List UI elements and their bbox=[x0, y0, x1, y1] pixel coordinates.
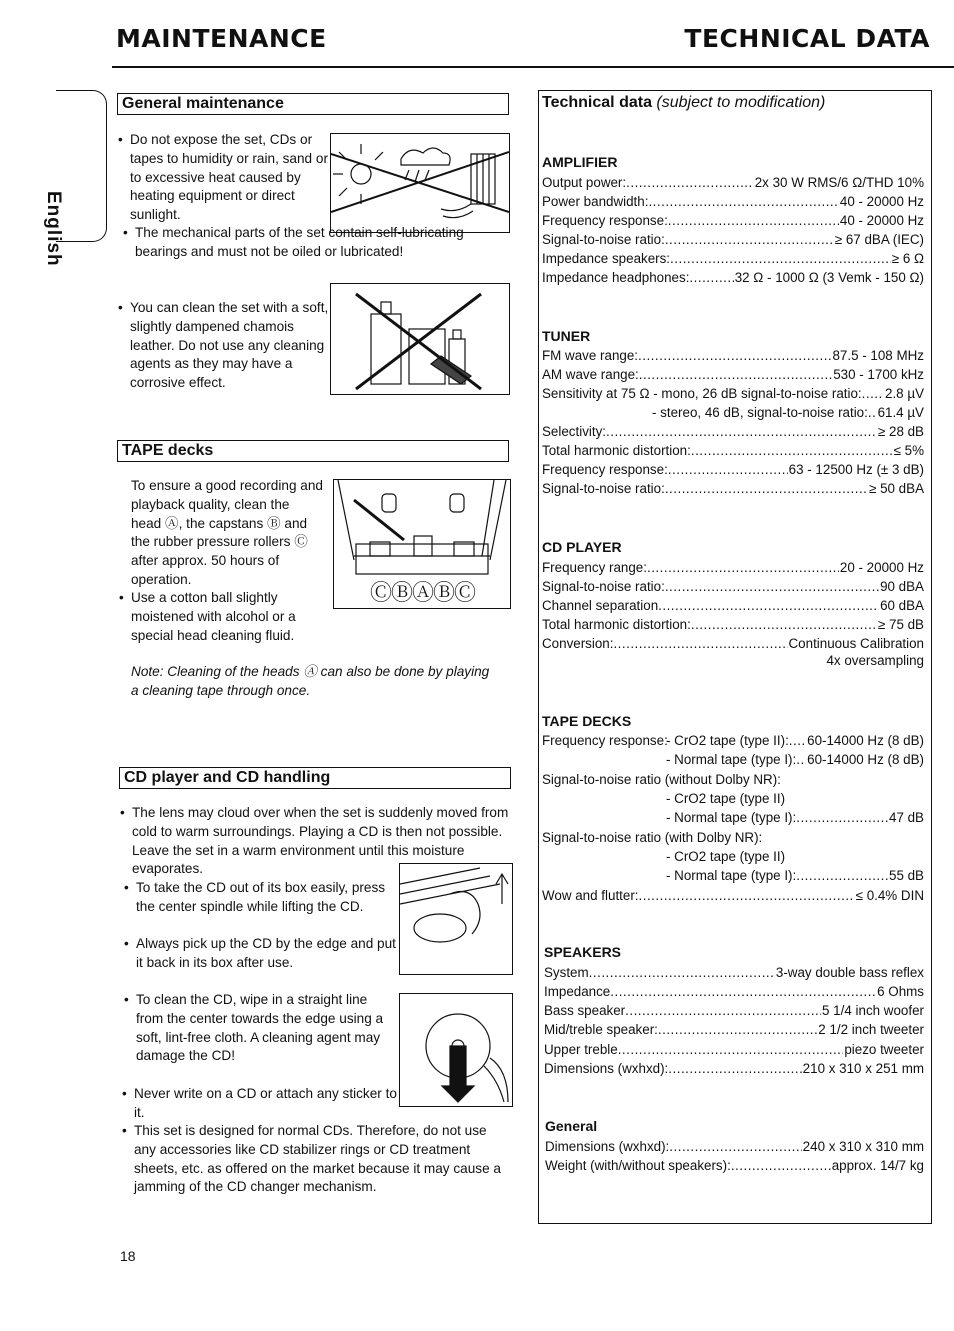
tape-cro2b-label: - CrO2 tape (type II) bbox=[666, 849, 786, 864]
header-rule bbox=[112, 66, 954, 68]
general-maintenance-heading: General maintenance bbox=[117, 93, 509, 115]
cd-conversion-extra: 4x oversampling bbox=[826, 653, 924, 668]
spec-row: Frequency range: ..... 20 - 20000 Hz bbox=[542, 558, 924, 577]
technical-data-title: Technical data (subject to modification) bbox=[542, 94, 826, 111]
cd-wipe-direction-icon bbox=[400, 994, 512, 1106]
tape-freq-label: Frequency response: bbox=[542, 733, 668, 748]
spec-row: System ..... 3-way double bass reflex bbox=[544, 963, 924, 982]
language-tab-label: English bbox=[43, 191, 64, 267]
right-page-title: TECHNICAL DATA bbox=[684, 24, 930, 53]
spec-row: Impedance ..... 6 Ohms bbox=[544, 982, 924, 1001]
spec-row: Sensitivity at 75 Ω - mono, 26 dB signal-to-noise ratio: ..... 2.8 µV bbox=[542, 384, 924, 403]
spec-row: - CrO2 tape (type II): ..... 60-14000 Hz (8 dB) bbox=[666, 731, 924, 750]
spec-row: Channel separation ..... 60 dBA bbox=[542, 596, 924, 615]
tape-deck-heads-illustration bbox=[333, 479, 511, 609]
tape-decks-spec-heading: TAPE DECKS bbox=[542, 713, 632, 729]
cd-item-6: • This set is designed for normal CDs. Therefore, do not use any accessories like CD stabilizer rings or CD treatment sheets, etc. as offered on the market because it may cause a jamming of the CD changer mechanism. bbox=[122, 1123, 501, 1195]
spec-row: Power bandwidth: ..... 40 - 20000 Hz bbox=[542, 192, 924, 211]
spec-row: Frequency response: ..... 63 - 12500 Hz (± 3 dB) bbox=[542, 460, 924, 479]
spec-row: FM wave range: ..... 87.5 - 108 MHz bbox=[542, 346, 924, 365]
crossed-out-bottles-icon bbox=[331, 284, 509, 394]
cd-player-heading: CD PLAYER bbox=[542, 539, 622, 555]
page-number: 18 bbox=[120, 1248, 136, 1264]
spec-row: Weight (with/without speakers): ..... approx. 14/7 kg bbox=[545, 1156, 924, 1175]
tape-snr-without: Signal-to-noise ratio (without Dolby NR): bbox=[542, 772, 781, 787]
left-page-title: MAINTENANCE bbox=[116, 24, 327, 53]
tape-item-cotton: • Use a cotton ball slightly moistened with alcohol or a special head cleaning fluid. bbox=[119, 590, 296, 643]
cd-handling-heading: CD player and CD handling bbox=[119, 767, 511, 789]
cd-item-3: • Always pick up the CD by the edge and put it back in its box after use. bbox=[124, 936, 396, 970]
spec-row: - Normal tape (type I): ..... 47 dB bbox=[666, 808, 924, 827]
spec-row: Dimensions (wxhxd): ..... 210 x 310 x 251 mm bbox=[544, 1059, 924, 1078]
spec-row: Impedance headphones: ..... 32 Ω - 1000 Ω (3 Vemk - 150 Ω) bbox=[542, 268, 924, 287]
amplifier-heading: AMPLIFIER bbox=[542, 154, 618, 170]
spec-row: Total harmonic distortion: ..... ≥ 75 dB bbox=[542, 615, 924, 634]
spec-row: Bass speaker ..... 5 1/4 inch woofer bbox=[544, 1001, 924, 1020]
general-item-1: • Do not expose the set, CDs or tapes to humidity or rain, sand or to excessive heat caused by heating equipment or direct sunlight. bbox=[118, 132, 328, 223]
spec-row: Impedance speakers: ..... ≥ 6 Ω bbox=[542, 249, 924, 268]
spec-row: - Normal tape (type I): ..... 55 dB bbox=[666, 866, 924, 885]
spec-row: Signal-to-noise ratio: ..... 90 dBA bbox=[542, 577, 924, 596]
spec-row: Signal-to-noise ratio: ..... ≥ 67 dBA (IEC) bbox=[542, 230, 924, 249]
spec-row: AM wave range: ..... 530 - 1700 kHz bbox=[542, 365, 924, 384]
spec-row: Conversion: ..... Continuous Calibration bbox=[542, 634, 924, 653]
spec-row: Upper treble ..... piezo tweeter bbox=[544, 1040, 924, 1059]
general-item-3: • You can clean the set with a soft, slightly dampened chamois leather. Do not use any cleaning agents as they may have a corrosive effect. bbox=[118, 300, 329, 391]
spec-row: Selectivity: ..... ≥ 28 dB bbox=[542, 422, 924, 441]
general-spec-heading: General bbox=[545, 1118, 598, 1134]
heat-humidity-illustration bbox=[330, 133, 510, 233]
tape-snr-with: Signal-to-noise ratio (with Dolby NR): bbox=[542, 830, 763, 845]
tape-decks-heading: TAPE decks bbox=[117, 440, 509, 462]
spec-row: Signal-to-noise ratio: ..... ≥ 50 dBA bbox=[542, 479, 924, 498]
tape-note: Note: Cleaning of the heads Ⓐ can also be done by playing a cleaning tape through once. bbox=[131, 664, 490, 698]
cd-item-4: • To clean the CD, wipe in a straight line from the center towards the edge using a soft, lint-free cloth. A cleaning agent may damage the CD! bbox=[124, 992, 384, 1064]
general-item-2: • The mechanical parts of the set contain self-lubricating bearings and must not be oiled or lubricated! bbox=[123, 225, 464, 259]
spec-row: Frequency response: ..... 40 - 20000 Hz bbox=[542, 211, 924, 230]
no-cleaning-agents-illustration bbox=[330, 283, 510, 395]
language-tab bbox=[43, 90, 107, 267]
tape-cro2-label: - CrO2 tape (type II) bbox=[666, 791, 786, 806]
speakers-heading: SPEAKERS bbox=[544, 944, 622, 960]
spec-row: Dimensions (wxhxd): ..... 240 x 310 x 310 mm bbox=[545, 1137, 924, 1156]
cd-box-spindle-icon bbox=[400, 864, 512, 974]
spec-row: Wow and flutter: ..... ≤ 0.4% DIN bbox=[542, 886, 924, 905]
tape-cleaning-text: To ensure a good recording and playback quality, clean the head Ⓐ, the capstans Ⓑ and the rubber pressure rollers Ⓒ after approx. 50 hours of operation. bbox=[131, 478, 323, 587]
cd-item-1: • The lens may cloud over when the set is suddenly moved from cold to warm surroundings. Playing a CD is then not possible. Leave the set in a warm environment until this moisture evaporates. bbox=[120, 805, 509, 877]
spec-row: Total harmonic distortion: ..... ≤ 5% bbox=[542, 441, 924, 460]
cd-box-illustration bbox=[399, 863, 513, 975]
cd-cleaning-illustration bbox=[399, 993, 513, 1107]
sun-rain-radiator-icon bbox=[331, 134, 509, 232]
tape-fig-labels: ⒸⒷⒶⒷⒸ bbox=[370, 580, 476, 605]
spec-row: Mid/treble speaker: ..... 2 1/2 inch tweeter bbox=[544, 1020, 924, 1039]
cd-item-5: • Never write on a CD or attach any sticker to it. bbox=[122, 1086, 397, 1120]
spec-row: - stereo, 46 dB, signal-to-noise ratio: ..... 61.4 µV bbox=[652, 403, 924, 422]
tuner-heading: TUNER bbox=[542, 328, 591, 344]
spec-row: - Normal tape (type I): ..... 60-14000 Hz (8 dB) bbox=[666, 750, 924, 769]
spec-row: Output power: ..... 2x 30 W RMS/6 Ω/THD 10% bbox=[542, 173, 924, 192]
cd-item-2: • To take the CD out of its box easily, press the center spindle while lifting the CD. bbox=[124, 880, 386, 914]
